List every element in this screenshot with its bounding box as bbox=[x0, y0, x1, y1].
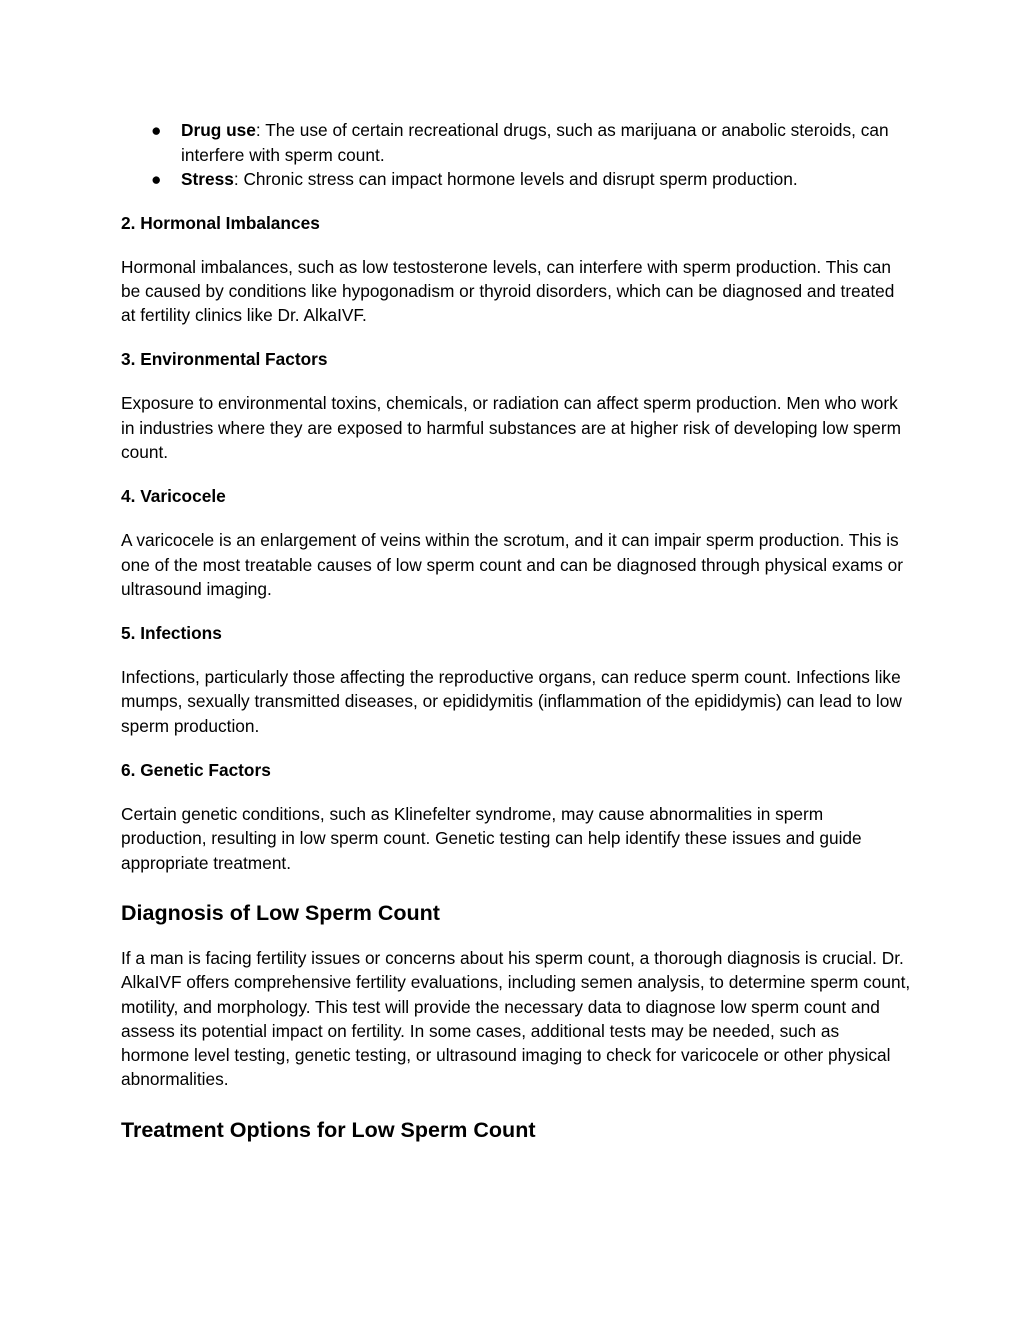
bullet-icon: ● bbox=[151, 169, 162, 189]
section-paragraph-hormonal-imbalances: Hormonal imbalances, such as low testosterone levels, can interfere with sperm production. This can be caused by conditions like hypogonadism or thyroid disorders, which can be diagnosed and treated at fertility clinics like Dr. AlkaIVF. bbox=[121, 256, 895, 326]
list-item bbox=[121, 167, 911, 192]
section-paragraph-varicocele: A varicocele is an enlargement of veins within the scrotum, and it can impair sperm production. This is one of the most treatable causes of low sperm count and can be diagnosed through physical exams or ultrasound imaging. bbox=[121, 530, 903, 599]
bullet-term: Drug use bbox=[181, 120, 256, 140]
bullet-text: : The use of certain recreational drugs, such as marijuana or anabolic steroids, can interfere with sperm count. bbox=[181, 120, 889, 165]
section-heading-hormonal-imbalances: 2. Hormonal Imbalances bbox=[121, 212, 320, 233]
bullet-text: : Chronic stress can impact hormone levels and disrupt sperm production. bbox=[233, 169, 798, 189]
list-item bbox=[121, 118, 911, 167]
diagnosis-paragraph: If a man is facing fertility issues or concerns about his sperm count, a thorough diagnosis is crucial. Dr. AlkaIVF offers comprehensive fertility evaluations, including semen analysis, to determine sperm count, motility, and morphology. This test will provide the necessary data to diagnose low sperm count and assess its potential impact on fertility. In some cases, additional tests may be needed, such as hormone level testing, genetic testing, or ultrasound imaging to check for varicocele or other physical abnormalities. bbox=[121, 947, 911, 1090]
treatment-heading: Treatment Options for Low Sperm Count bbox=[121, 1117, 536, 1142]
document-page bbox=[121, 118, 911, 1144]
risk-factor-list bbox=[121, 118, 911, 192]
section-heading-environmental-factors: 3. Environmental Factors bbox=[121, 349, 328, 370]
bullet-term: Stress bbox=[181, 169, 234, 189]
section-paragraph-environmental-factors: Exposure to environmental toxins, chemicals, or radiation can affect sperm production. Men who work in industries where they are exposed to harmful substances are at higher risk of developing low sperm count. bbox=[121, 393, 901, 462]
diagnosis-heading: Diagnosis of Low Sperm Count bbox=[121, 900, 440, 925]
section-heading-varicocele: 4. Varicocele bbox=[121, 486, 226, 507]
section-heading-infections: 5. Infections bbox=[121, 623, 222, 644]
section-heading-genetic-factors: 6. Genetic Factors bbox=[121, 760, 271, 781]
section-paragraph-genetic-factors: Certain genetic conditions, such as Klinefelter syndrome, may cause abnormalities in sperm production, resulting in low sperm count. Genetic testing can help identify these issues and guide appropriate treatment. bbox=[121, 804, 862, 873]
section-paragraph-infections: Infections, particularly those affecting the reproductive organs, can reduce sperm count. Infections like mumps, sexually transmitted diseases, or epididymitis (inflammation of the epididymis) can lead to low sperm production. bbox=[121, 667, 902, 736]
bullet-icon: ● bbox=[151, 120, 162, 140]
